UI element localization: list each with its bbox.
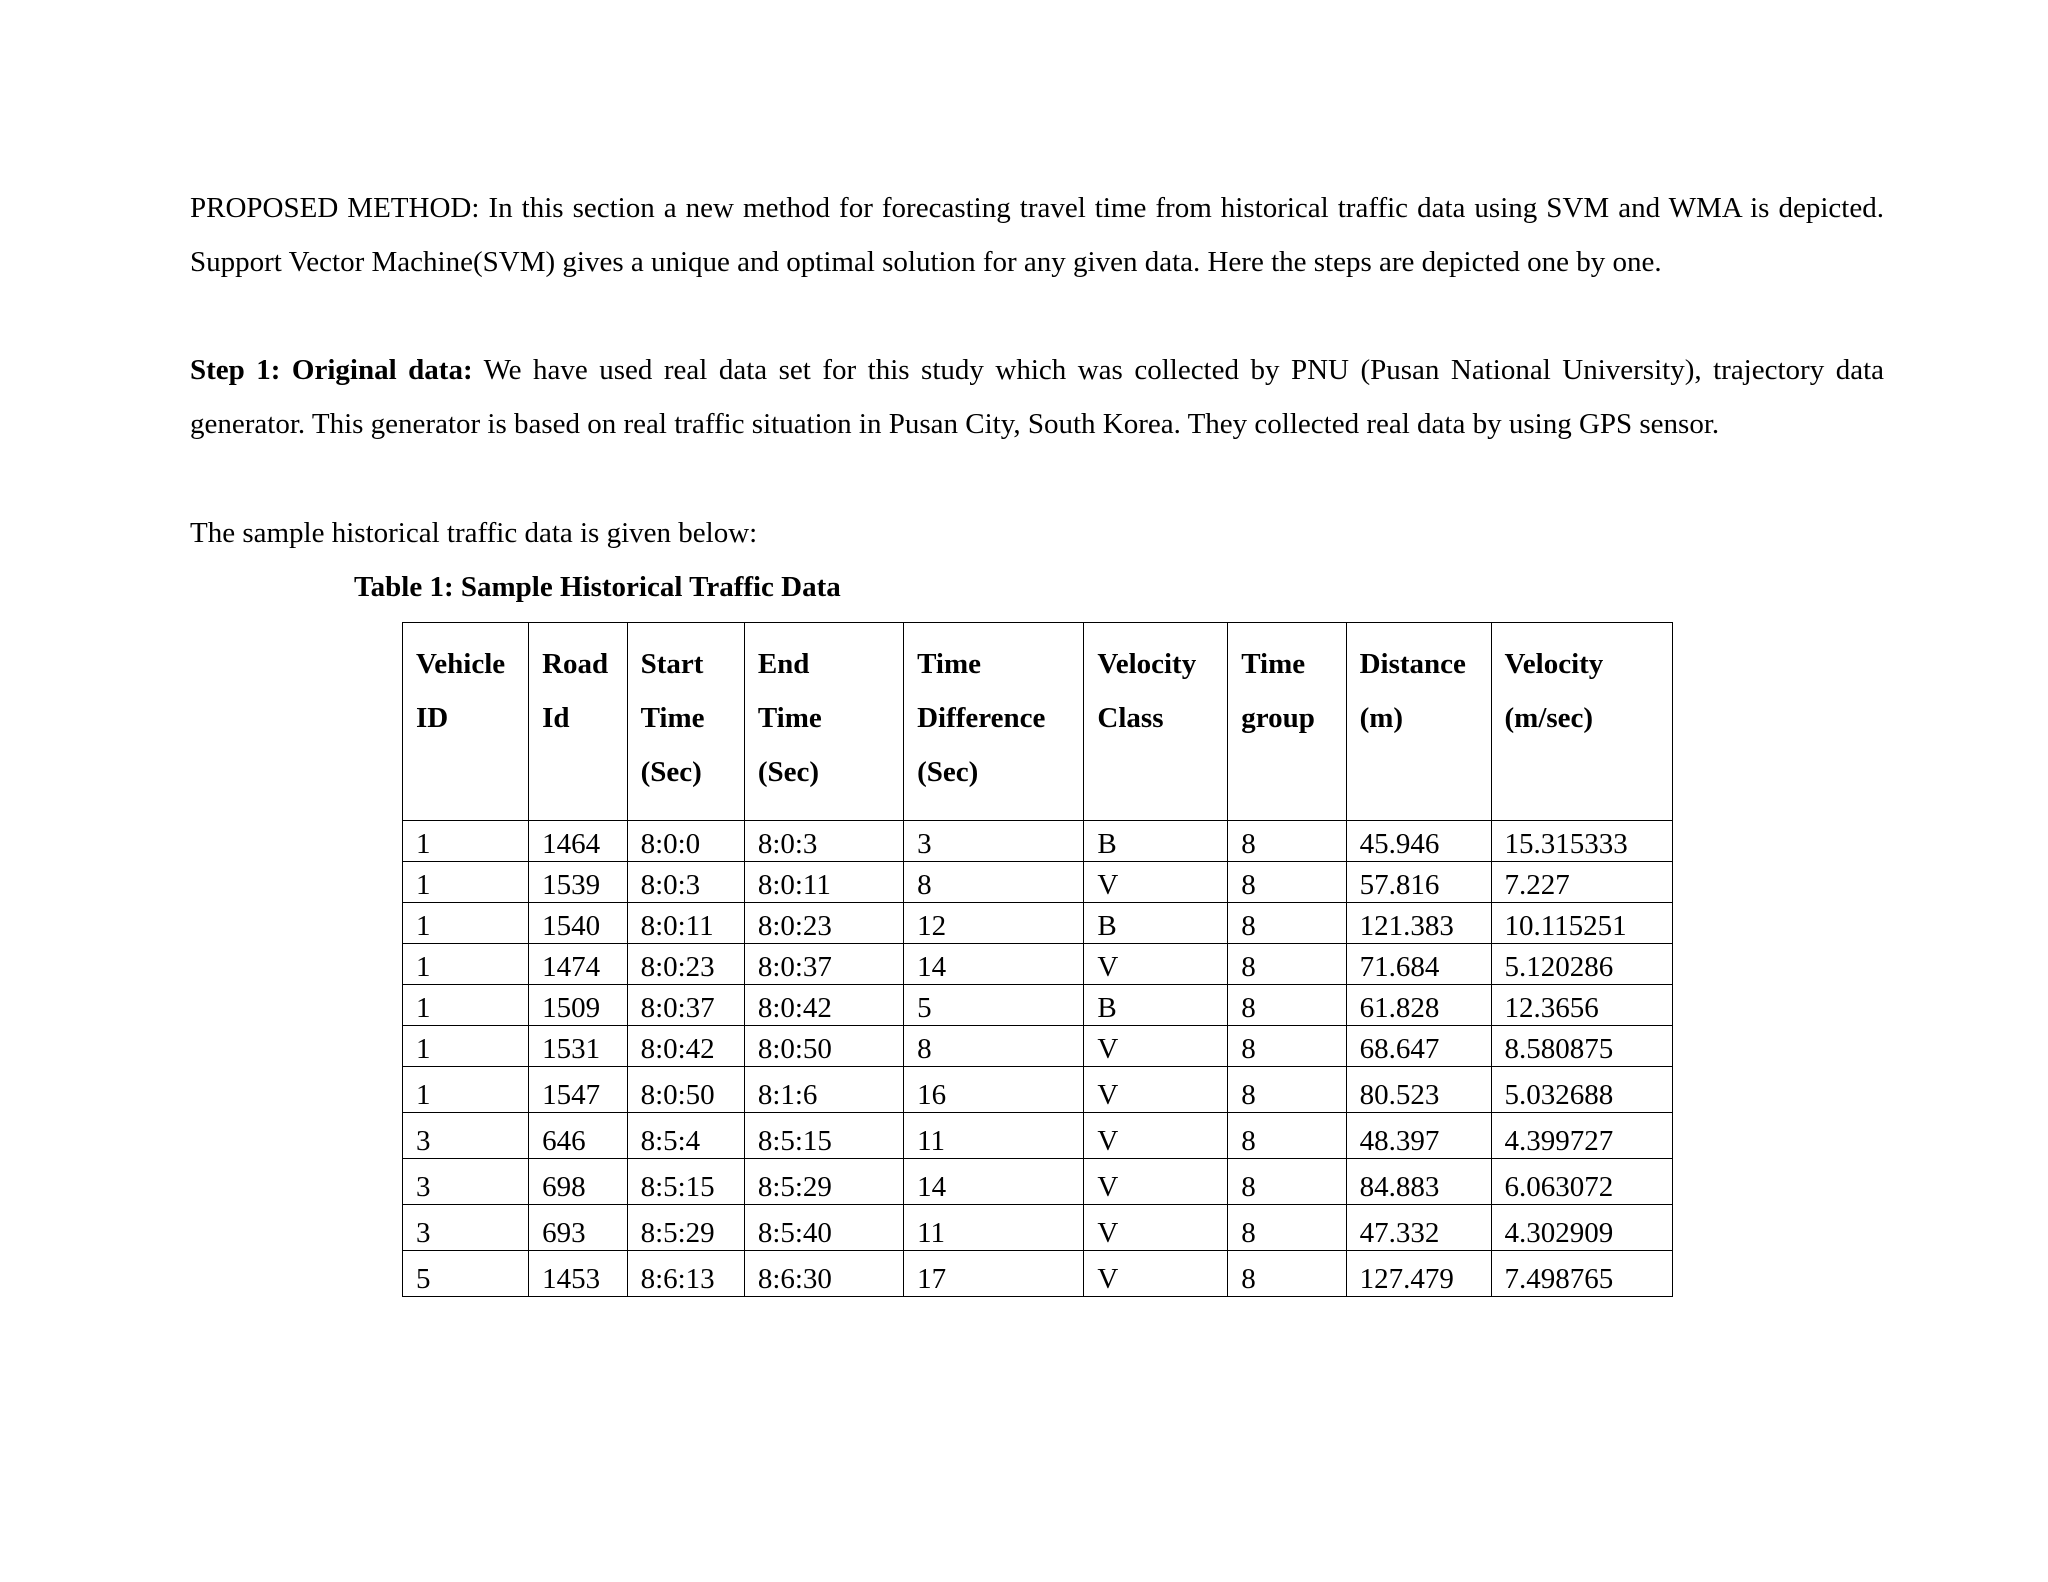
table-cell: 8:0:3 [744, 821, 903, 862]
header-end-time: End Time (Sec) [744, 623, 903, 821]
table-cell: 1 [403, 903, 529, 944]
table-cell: 8:5:29 [627, 1205, 744, 1251]
table-cell: V [1084, 1205, 1228, 1251]
table-cell: 61.828 [1346, 985, 1491, 1026]
table-cell: V [1084, 1026, 1228, 1067]
table-cell: 8:0:23 [627, 944, 744, 985]
proposed-method-paragraph: PROPOSED METHOD: In this section a new method for forecasting travel time from historical traffic data using SVM and WMA is depicted. Support Vector Machine(SVM) gives a unique and optimal solution for any given data. Here the steps are depicted one by one. [190, 192, 1884, 278]
table-cell: 80.523 [1346, 1067, 1491, 1113]
table-cell: 14 [904, 1159, 1084, 1205]
table-cell: 8:6:13 [627, 1251, 744, 1297]
table-cell: V [1084, 1067, 1228, 1113]
table-cell: 1 [403, 1067, 529, 1113]
table-cell: 84.883 [1346, 1159, 1491, 1205]
table-cell: 8:6:30 [744, 1251, 903, 1297]
table-row [403, 1159, 1673, 1205]
step1-paragraph [190, 343, 1884, 451]
table-cell: 48.397 [1346, 1113, 1491, 1159]
table-cell: B [1084, 821, 1228, 862]
table-cell: 4.302909 [1491, 1205, 1673, 1251]
table-cell: 8:0:3 [627, 862, 744, 903]
table-cell: 8:0:42 [627, 1026, 744, 1067]
table-cell: 8 [1228, 944, 1346, 985]
table-cell: 7.498765 [1491, 1251, 1673, 1297]
table-cell: B [1084, 985, 1228, 1026]
table-body [403, 821, 1673, 1297]
header-time-difference: Time Difference (Sec) [904, 623, 1084, 821]
traffic-data-table [402, 622, 1673, 1297]
table-cell: 5.120286 [1491, 944, 1673, 985]
table-cell: 5.032688 [1491, 1067, 1673, 1113]
table-cell: 646 [529, 1113, 627, 1159]
table-cell: 1464 [529, 821, 627, 862]
table-cell: 8 [1228, 862, 1346, 903]
table-cell: 8:0:11 [627, 903, 744, 944]
table-cell: 11 [904, 1113, 1084, 1159]
table-cell: 8 [1228, 821, 1346, 862]
table-cell: 8.580875 [1491, 1026, 1673, 1067]
table-cell: 5 [904, 985, 1084, 1026]
table-cell: 8 [1228, 985, 1346, 1026]
table-cell: 6.063072 [1491, 1159, 1673, 1205]
header-velocity-class: Velocity Class [1084, 623, 1228, 821]
table-cell: 8:0:37 [744, 944, 903, 985]
table-cell: 8 [1228, 1067, 1346, 1113]
table-cell: 8:1:6 [744, 1067, 903, 1113]
table-row [403, 821, 1673, 862]
table-cell: 17 [904, 1251, 1084, 1297]
header-time-group: Time group [1228, 623, 1346, 821]
table-cell: 68.647 [1346, 1026, 1491, 1067]
table-cell: 71.684 [1346, 944, 1491, 985]
table-cell: V [1084, 1251, 1228, 1297]
table-cell: V [1084, 1113, 1228, 1159]
table-cell: 1 [403, 862, 529, 903]
table-cell: 1 [403, 821, 529, 862]
table-cell: 1547 [529, 1067, 627, 1113]
step1-body: We have used real data set for this study which was collected by PNU (Pusan National University), trajectory data generator. This generator is based on real traffic situation in Pusan City, South Korea. They collected real data by using GPS sensor. [190, 354, 1884, 440]
table-cell: 8:0:50 [744, 1026, 903, 1067]
table-cell: 8:0:23 [744, 903, 903, 944]
table-cell: 8 [1228, 1026, 1346, 1067]
table-cell: 1531 [529, 1026, 627, 1067]
table-cell: 698 [529, 1159, 627, 1205]
table-cell: 7.227 [1491, 862, 1673, 903]
header-road-id: Road Id [529, 623, 627, 821]
table-cell: 8:5:4 [627, 1113, 744, 1159]
header-vehicle-id: Vehicle ID [403, 623, 529, 821]
table-cell: 8 [1228, 1251, 1346, 1297]
table-cell: 14 [904, 944, 1084, 985]
table-cell: 8 [1228, 1113, 1346, 1159]
table-cell: B [1084, 903, 1228, 944]
table-cell: 47.332 [1346, 1205, 1491, 1251]
table-cell: V [1084, 944, 1228, 985]
table-cell: 1 [403, 944, 529, 985]
table-row [403, 1026, 1673, 1067]
table-cell: 8:5:29 [744, 1159, 903, 1205]
header-distance: Distance (m) [1346, 623, 1491, 821]
table-row [403, 1205, 1673, 1251]
table-cell: 1539 [529, 862, 627, 903]
table-cell: 8:5:40 [744, 1205, 903, 1251]
step1-heading: Step 1: Original data: [190, 354, 473, 386]
table-cell: 5 [403, 1251, 529, 1297]
table-cell: 8:0:0 [627, 821, 744, 862]
table-cell: 693 [529, 1205, 627, 1251]
sample-data-intro: The sample historical traffic data is given below: [190, 517, 758, 549]
table-cell: 3 [403, 1159, 529, 1205]
table-cell: 57.816 [1346, 862, 1491, 903]
table-row [403, 944, 1673, 985]
table-cell: 8:0:37 [627, 985, 744, 1026]
header-row [403, 623, 1673, 821]
table-cell: 8:5:15 [627, 1159, 744, 1205]
header-start-time: Start Time (Sec) [627, 623, 744, 821]
table-cell: 8 [1228, 1205, 1346, 1251]
table-row [403, 1113, 1673, 1159]
table-cell: 1509 [529, 985, 627, 1026]
table-cell: 127.479 [1346, 1251, 1491, 1297]
table-cell: 12 [904, 903, 1084, 944]
table-cell: 1474 [529, 944, 627, 985]
table-row [403, 862, 1673, 903]
table-header [403, 623, 1673, 821]
table-cell: 1540 [529, 903, 627, 944]
table-cell: 8 [1228, 903, 1346, 944]
table-cell: 121.383 [1346, 903, 1491, 944]
table-cell: 12.3656 [1491, 985, 1673, 1026]
table-cell: 45.946 [1346, 821, 1491, 862]
table-cell: 8 [904, 862, 1084, 903]
table-cell: 3 [403, 1205, 529, 1251]
table-cell: 3 [403, 1113, 529, 1159]
table-cell: 1 [403, 1026, 529, 1067]
table-cell: 1 [403, 985, 529, 1026]
table-cell: 15.315333 [1491, 821, 1673, 862]
table-cell: 16 [904, 1067, 1084, 1113]
table-cell: 11 [904, 1205, 1084, 1251]
table-cell: 10.115251 [1491, 903, 1673, 944]
table-row [403, 1067, 1673, 1113]
header-velocity: Velocity (m/sec) [1491, 623, 1673, 821]
table-cell: 1453 [529, 1251, 627, 1297]
table-cell: 8:0:42 [744, 985, 903, 1026]
table-cell: 3 [904, 821, 1084, 862]
table-cell: V [1084, 862, 1228, 903]
table-cell: 8:5:15 [744, 1113, 903, 1159]
table-caption: Table 1: Sample Historical Traffic Data [354, 571, 841, 603]
table-row [403, 903, 1673, 944]
table-cell: 8:0:50 [627, 1067, 744, 1113]
table-cell: V [1084, 1159, 1228, 1205]
table-cell: 8:0:11 [744, 862, 903, 903]
table-cell: 8 [1228, 1159, 1346, 1205]
table-cell: 8 [904, 1026, 1084, 1067]
table-cell: 4.399727 [1491, 1113, 1673, 1159]
table-row [403, 1251, 1673, 1297]
table-row [403, 985, 1673, 1026]
